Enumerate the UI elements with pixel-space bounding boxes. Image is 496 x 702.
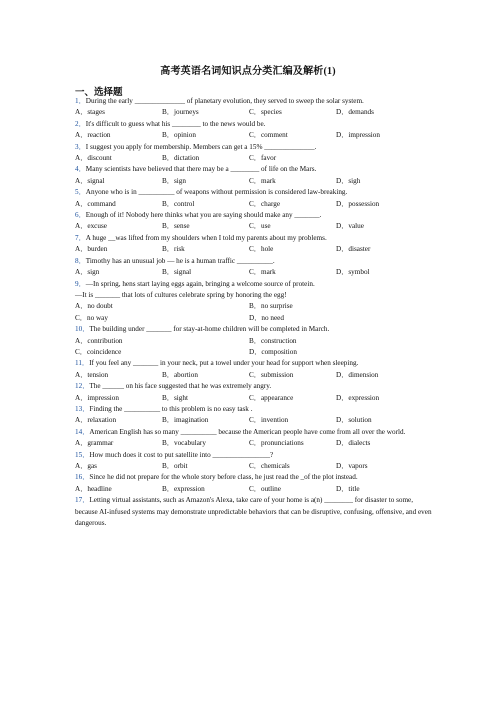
answer-option[interactable]: C．no way [75,313,108,322]
answer-option[interactable]: D．possession [336,199,380,208]
options-row [75,267,435,278]
question-stem [75,427,435,438]
question-stem [75,279,435,290]
answer-option[interactable]: C．chemicals [249,462,290,470]
options-row [75,438,435,449]
answer-option[interactable]: A．signal [75,176,105,185]
answer-option[interactable]: B．construction [249,336,297,345]
answer-option[interactable]: B．no surprise [249,302,293,311]
answer-option[interactable]: D．title [336,484,360,493]
answer-option[interactable]: C．outline [249,484,281,493]
answer-option[interactable]: B．opinion [162,131,196,140]
question-text: —In spring, hens start laying eggs again, bringing a welcome source of protein. [85,279,315,288]
question-stem [75,233,435,244]
answer-option[interactable]: D．demands [336,108,374,117]
answer-option[interactable]: B．expression [162,484,205,493]
answer-option[interactable]: C．mark [249,268,276,277]
question-stem [75,96,435,107]
answer-option[interactable]: A．burden [75,245,108,254]
question-text: During the early ______________ of planetary evolution, they served to sweep the solar system. [85,97,364,105]
question-text: A huge __was lifted from my shoulders when I told my parents about my problems. [85,233,327,242]
question-text: Finding the __________ to this problem is no easy task . [89,404,253,413]
answer-option[interactable]: D．symbol [336,268,370,277]
answer-option[interactable]: A．reaction [75,131,111,140]
question-text: The ______ on his face suggested that he was extremely angry. [89,382,272,391]
options-row [75,336,435,347]
answer-option[interactable]: A．excuse [75,222,107,231]
answer-option[interactable]: D．dimension [336,370,379,379]
question-stem [75,495,435,529]
question-stem [75,381,435,392]
question-stem [75,404,435,415]
options-row [75,130,435,141]
question-text: It's difficult to guess what his ________ to the news would be. [85,119,266,128]
question-number: 13． [75,404,90,413]
answer-option[interactable]: D．solution [336,416,372,425]
answer-option[interactable]: A．grammar [75,439,114,448]
answer-option[interactable]: C．submission [249,370,294,379]
options-row [75,484,435,495]
answer-option[interactable]: B．control [162,199,195,208]
question-text: Timothy has an unusual job — he is a human traffic __________. [85,256,275,265]
answer-option[interactable]: C．coincidence [75,347,122,356]
answer-option[interactable]: C．favor [249,154,277,163]
answer-option[interactable]: C．invention [249,416,289,425]
question-stem [75,187,435,198]
answer-option[interactable]: D．no need [249,313,284,322]
section-heading: 一、选择题 [75,88,123,98]
question-number: 15． [75,450,90,459]
answer-option[interactable]: A．headline [75,484,112,493]
question-list [75,96,435,529]
answer-option[interactable]: D．dialects [336,439,371,448]
question-number: 5． [75,188,86,197]
options-row [75,313,435,324]
answer-option[interactable]: B．sight [162,393,188,402]
answer-option[interactable]: D．impression [336,131,380,140]
answer-option[interactable]: C．pronunciations [249,439,304,448]
options-row [75,461,435,472]
options-row [75,244,435,255]
answer-option[interactable]: D．vapors [336,462,368,470]
question-text: The building under _______ for stay-at-home children will be completed in March. [89,325,330,334]
answer-option[interactable]: B．abortion [162,370,198,379]
answer-option[interactable]: D．composition [249,347,297,356]
answer-option[interactable]: D．disaster [336,245,371,254]
answer-option[interactable]: A．tension [75,370,109,379]
question-text: Since he did not prepare for the whole story before class, he just read the _of the plot instead. [89,473,358,482]
question-text: Letting virtual assistants, such as Amazon's Alexa, take care of your home is a(n) ________ for disaster to some, because AI-infused systems may demonstrate unpredictable behaviors that can be disruptive, confusing, offensive, and even dangerous. [75,496,432,528]
answer-option[interactable]: A．impression [75,393,119,402]
answer-option[interactable]: A．discount [75,154,112,163]
options-row [75,221,435,232]
question-text: American English has so many __________ because the American people have come from all over the world. [89,427,406,436]
answer-option[interactable]: B．sense [162,222,190,231]
options-row [75,199,435,210]
answer-option[interactable]: C．comment [249,131,288,140]
options-row [75,347,435,358]
question-stem [75,210,435,221]
answer-option[interactable]: C．hole [249,245,274,254]
question-number: 6． [75,211,86,220]
answer-option[interactable]: B．imagination [162,416,209,425]
answer-option[interactable]: B．orbit [162,462,188,470]
question-number: 16． [75,473,90,482]
question-stem [75,358,435,369]
question-stem [75,142,435,153]
answer-option[interactable]: D．expression [336,393,380,402]
question-number: 7． [75,233,86,242]
question-stem [75,450,435,461]
question-text-continued: —It is _______ that lots of cultures celebrate spring by honoring the egg! [75,290,287,299]
question-text: Anyone who is in __________ of weapons without permission is considered law-breaking. [85,188,348,197]
question-number: 1． [75,97,86,105]
question-text: Many scientists have believed that there may be a ________ of life on the Mars. [85,165,317,174]
answer-option[interactable]: A．command [75,199,116,208]
answer-option[interactable]: A．no doubt [75,302,113,311]
question-stem [75,164,435,175]
answer-option[interactable]: B．sign [162,176,186,185]
answer-option[interactable]: C．mark [249,176,276,185]
question-text: Enough of it! Nobody here thinks what you are saying should make any _______. [85,211,322,220]
answer-option[interactable]: D．value [336,222,364,231]
answer-option[interactable]: B．journeys [162,108,199,117]
answer-option[interactable]: D．sigh [336,176,361,185]
answer-option[interactable]: A．stages [75,108,105,117]
question-text: If you feel any _______ in your neck, put a towel under your head for support when sleeping. [89,359,359,368]
question-number: 12． [75,382,90,391]
question-number: 4． [75,165,86,174]
answer-option[interactable]: A．gas [75,462,97,470]
question-number: 9． [75,279,86,288]
options-row [75,393,435,404]
options-row [75,153,435,164]
options-row [75,301,435,312]
question-text: How much does it cost to put satellite into ________________? [89,450,274,459]
options-row [75,107,435,118]
question-stem [75,256,435,267]
question-number: 2． [75,119,86,128]
answer-option[interactable]: C．appearance [249,393,294,402]
question-stem [75,119,435,130]
answer-option[interactable]: C．charge [249,199,281,208]
answer-option[interactable]: A．sign [75,268,100,277]
answer-option[interactable]: B．signal [162,268,192,277]
question-number: 8． [75,256,86,265]
options-row [75,176,435,187]
document-title: 高考英语名词知识点分类汇编及解析(1) [160,66,336,77]
question-number: 17． [75,496,90,505]
question-number: 11． [75,359,90,368]
answer-option[interactable]: C．species [249,108,282,117]
answer-option[interactable]: B．risk [162,245,185,254]
answer-option[interactable]: A．relaxation [75,416,117,425]
answer-option[interactable]: C．use [249,222,271,231]
question-stem [75,324,435,335]
question-number: 10． [75,325,90,334]
question-stem [75,472,435,483]
options-row [75,415,435,426]
options-row [75,370,435,381]
answer-option[interactable]: A．contribution [75,336,123,345]
question-text: I suggest you apply for membership. Members can get a 15% ______________. [85,142,317,151]
question-number: 14． [75,427,90,436]
question-number: 3． [75,142,86,151]
answer-option[interactable]: B．dictation [162,154,200,163]
answer-option[interactable]: B．vocabulary [162,439,206,448]
